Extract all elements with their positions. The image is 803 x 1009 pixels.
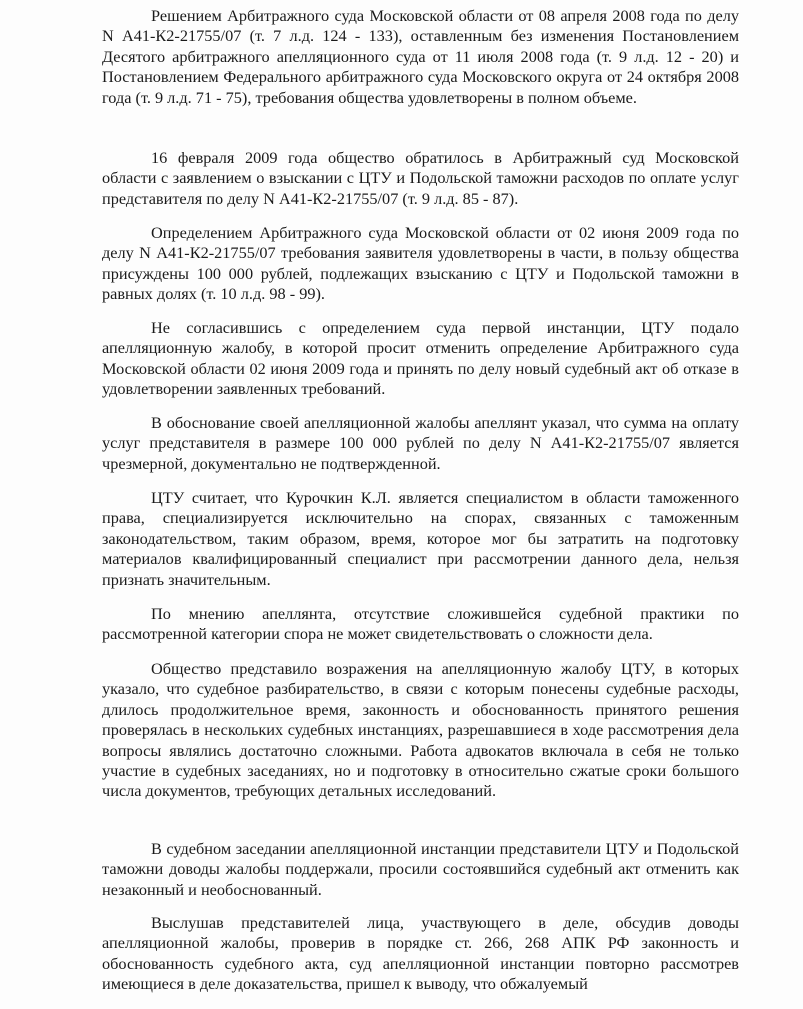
paragraph-7: По мнению апеллянта, отсутствие сложившейся судебной практики по рассмотренной категории спора не может свидетельствовать о сложности дела. (102, 604, 739, 644)
paragraph-2: 16 февраля 2009 года общество обратилось в Арбитражный суд Московской области с заявлением о взыскании с ЦТУ и Подольской таможни расходов по оплате услуг представителя по делу N А41-К2-21755/07 (т. 9 л.д. 85 - 87). (102, 148, 739, 208)
paragraph-10: Выслушав представителей лица, участвующего в деле, обсудив доводы апелляционной жалобы, проверив в порядке ст. 266, 268 АПК РФ законность и обоснованность судебного акта, суд апелляционной инстанции повторно рассмотрев имеющиеся в деле доказательства, пришел к выводу, что обжалуемый (102, 913, 739, 994)
paragraph-5: В обоснование своей апелляционной жалобы апеллянт указал, что сумма на оплату услуг представителя в размере 100 000 рублей по делу N А41-К2-21755/07 является чрезмерной, документально не подтвержденной. (102, 413, 739, 473)
paragraph-3: Определением Арбитражного суда Московской области от 02 июня 2009 года по делу N А41-К2-21755/07 требования заявителя удовлетворены в части, в пользу общества присуждены 100 000 рублей, подлежащих взысканию с ЦТУ и Подольской таможни в равных долях (т. 10 л.д. 98 - 99). (102, 223, 739, 304)
paragraph-1: Решением Арбитражного суда Московской области от 08 апреля 2008 года по делу N А41-К2-21755/07 (т. 7 л.д. 124 - 133), оставленным без изменения Постановлением Десятого арбитражного апелляционного суда от 11 июля 2008 года (т. 9 л.д. 12 - 20) и Постановлением Федерального арбитражного суда Московского округа от 24 октября 2008 года (т. 9 л.д. 71 - 75), требования общества удовлетворены в полном объеме. (102, 6, 739, 107)
paragraph-8: Общество представило возражения на апелляционную жалобу ЦТУ, в которых указало, что судебное разбирательство, в связи с которым понесены судебные расходы, длилось продолжительное время, законность и обоснованность принятого решения проверялась в нескольких судебных инстанциях, разрешавшиеся в ходе рассмотрения дела вопросы являлись достаточно сложными. Работа адвокатов включала в себя не только участие в судебных заседаниях, но и подготовку в относительно сжатые сроки большого числа документов, требующих детальных исследований. (102, 659, 739, 801)
paragraph-4: Не согласившись с определением суда первой инстанции, ЦТУ подало апелляционную жалобу, в которой просит отменить определение Арбитражного суда Московской области 02 июня 2009 года и принять по делу новый судебный акт об отказе в удовлетворении заявленных требований. (102, 318, 739, 399)
paragraph-6: ЦТУ считает, что Курочкин К.Л. является специалистом в области таможенного права, специализируется исключительно на спорах, связанных с таможенным законодательством, таким образом, время, которое мог бы затратить на подготовку материалов квалифицированный специалист при рассмотрении данного дела, нельзя признать значительным. (102, 488, 739, 589)
paragraph-9: В судебном заседании апелляционной инстанции представители ЦТУ и Подольской таможни доводы жалобы поддержали, просили состоявшийся судебный акт отменить как незаконный и необоснованный. (102, 839, 739, 899)
